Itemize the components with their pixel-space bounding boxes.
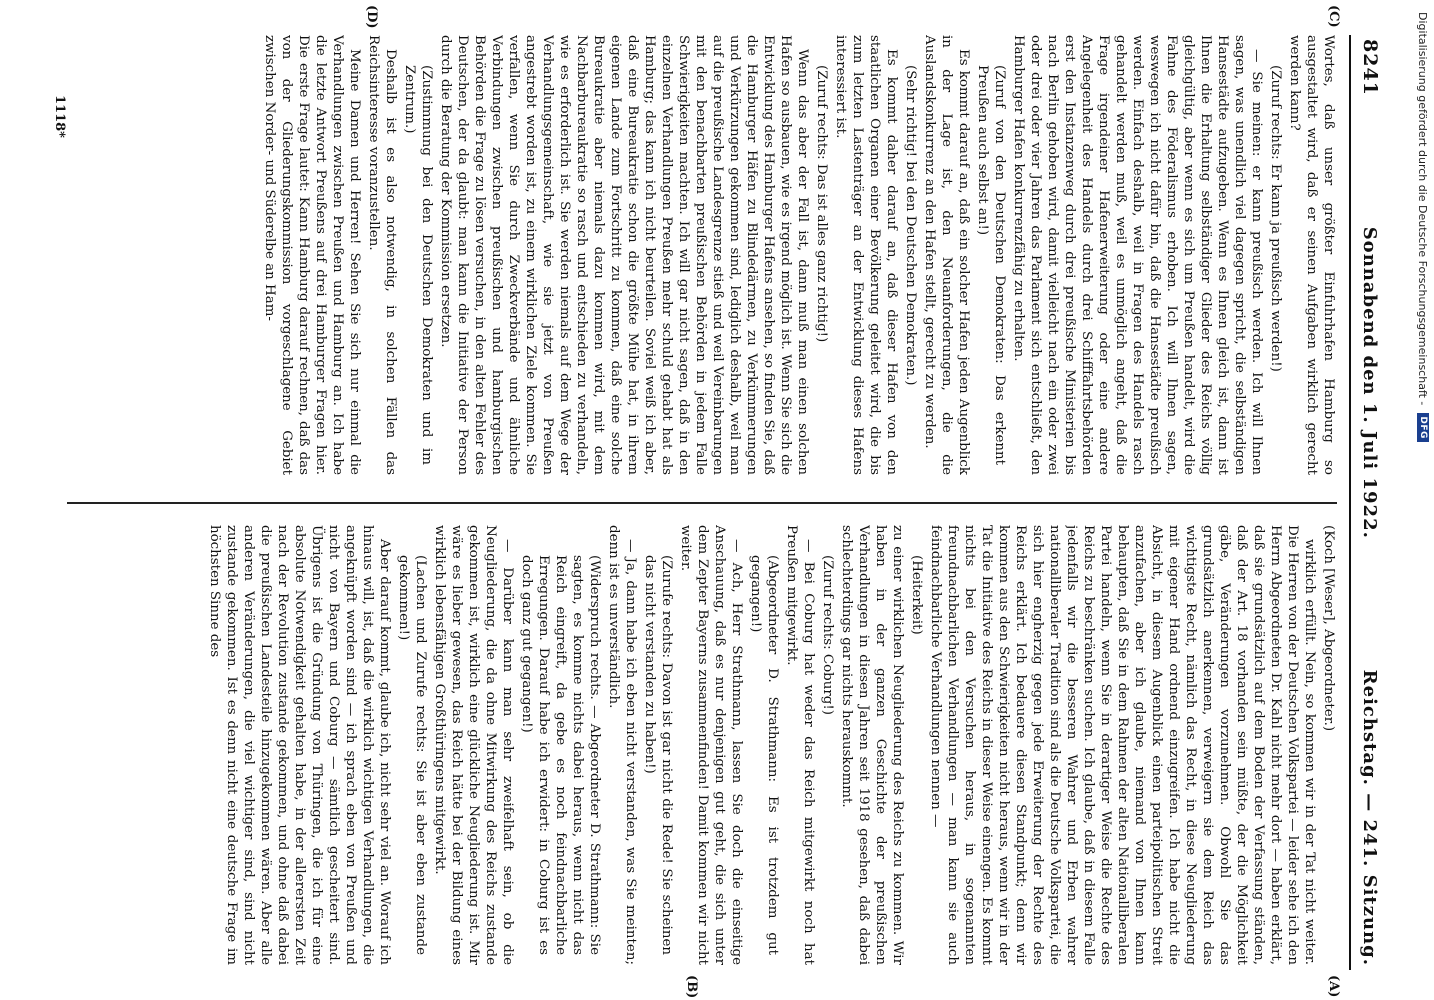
session-date: Sonnabend den 1. Juli 1922. — [1359, 226, 1381, 539]
marker-c: (C) — [1326, 5, 1341, 28]
marker-a: (A) — [1326, 975, 1341, 998]
paragraph: Deshalb ist es also notwendig, in solchen Fällen das Reichsinteresse voranzustellen. — [366, 35, 398, 475]
speaker-line: (Koch [Weser], Abgeordneter.) — [1321, 525, 1336, 732]
paragraph: Es kommt daher darauf an, daß dieser Hafen von den staatlichen Organen einer Bevölkerung geleitet wird, die bis zum letzten Lastenträger an der Entwicklung dieses Hafens interessiert ist. — [833, 35, 899, 475]
credit-text: Digitalisierung gefördert durch die Deutsche Forschungsgemeinschaft - — [1416, 12, 1430, 406]
interjection: (Zuruf rechts: Er kann ja preußisch werden!) — [1268, 65, 1283, 372]
signature-mark: 1118* — [52, 95, 67, 138]
marker-b: (B) — [684, 975, 699, 999]
session-title: Reichstag. — 241. Sitzung. — [1359, 669, 1381, 966]
page-header — [1349, 35, 1389, 970]
interjection: (Abgeordneter D. Strathmann: Es ist trotzdem gut gegangen!) — [748, 555, 780, 955]
marker-d: (D) — [364, 5, 379, 29]
paragraph: wirklich erfüllt. Nein, so kommen wir in der Tat nicht weiter. Die Herren von der Deutschen Volkspartei — leider sehe ich den Herrn Abgeordneten Dr. Kahl nicht mehr dort — haben erklärt, daß sie grundsätzlich auf dem Boden der Verfassung ständen, daß der Art. 18 vorhanden sein müßte, der die Möglichkeit gäbe, Veränderungen vorzunehmen. Obwohl Sie das grundsätzlich anerkennen, verweigern sie dem Reich das wichtigste Recht, nämlich das Recht, in diese Neugliederung mit eigener Hand ordnend einzugreifen. Ich habe nicht die Absicht, in diesem Augenblick einen parteipolitischen Streit anzufachen, aber ich glaube, niemand von Ihnen kann behaupten, daß Sie in dem Rahmen der alten Nationalliberalen Partei handeln, wenn Sie in derartiger Weise die Rechte des Reichs zu beschränken suchen. Ich glaube, daß in diesem Falle jedenfalls wir die besseren Wahrer und Erben wahrer nationalliberaler Tradition sind als die Deutsche Volkspartei, die sich hier engherzig gegen jede Erweiterung der Rechte des Reichs erklärt. Ich bedauere diesen Standpunkt; denn wir kommen aus den Schwierigkeiten nicht heraus, wenn wir in der Tat die Initiative des Reichs in dieser Weise einengen. Es kommt nichts bei den Versuchen heraus, in sogenannten freundnachbarlichen Verhandlungen — man kann sie auch feindnachbarliche Verhandlungen nennen — — [928, 525, 1317, 965]
interjection: (Heiterkeit) — [909, 555, 924, 635]
text-column-left — [47, 35, 1337, 475]
paragraph: — Sie meinen: er kann preußisch werden. Ich will Ihnen sagen, was unendlich viel dagegen spricht, die selbständigen Hansestädte aufzugeben. Wenn es Ihnen gleich ist, dann ist Ihnen die Erhaltung selbständiger Glieder des Reichs völlig gleichgültig, aber wenn es sich um Preußen handelt, wird die Fahne des Föderalismus erhoben. Ich will Ihnen sagen, weswegen ich nicht dafür bin, daß die Hansestädte preußisch werden. Einfach deshalb, weil in Fragen des Handels rasch gehandelt werden muß, weil es unmöglich angeht, daß die Frage irgendeiner Hafenerweiterung oder eine andere Angelegenheit des Handels durch drei Schifffahrtsbehörden erst den Instanzenweg durch drei preußische Ministerien bis nach Berlin gehoben wird, damit vielleicht nach ein oder zwei oder drei oder vier Jahren das Parlament sich entschließt, den Hamburger Hafen konkurrenzfähig zu erhalten. — [1011, 35, 1264, 475]
paragraph: Es kommt darauf an, daß ein solcher Hafen jeden Augenblick in der Lage ist, den Neuanforderungen, die die Auslandskonkurrenz an den Hafen stellt, gerecht zu werden. — [922, 35, 971, 475]
paragraph: zu einer wirklichen Neugliederung des Reichs zu kommen. Wir haben in der ganzen Geschichte der preußischen Verhandlungen in diesen Jahren seit 1918 gesehen, daß dabei schlechterdings gar nichts herauskommt. — [839, 525, 905, 965]
digitization-credit — [1412, 0, 1434, 1000]
text-column-right — [47, 525, 1337, 965]
interjection: (Sehr richtig! bei den Deutschen Demokraten.) — [903, 65, 918, 386]
interjection: (Lachen und Zurufe rechts: Sie ist aber eben zustande gekommen!) — [396, 555, 428, 955]
paragraph: — Ja, dann habe ich eben nicht verstanden, was Sie meinten; denn ist es unverständlich. — [606, 525, 638, 965]
paragraph: Meine Damen und Herren! Sehen Sie sich nur einmal die Verhandlungen zwischen Preußen und Hamburg an. Ich habe die letzte Antwort Preußens auf drei Hamburger Fragen hier. Die erste Frage lautet: Kann Hamburg darauf rechnen, daß das von der Gliederungskommission vorgeschlagene Gebiet zwischen Norder- und Süderelbe an Ham- — [262, 35, 362, 475]
paragraph: — Bei Coburg hat weder das Reich mitgewirkt noch hat Preußen mitgewirkt. — [784, 525, 816, 965]
column-divider — [67, 502, 1337, 504]
paragraph: Wortes, daß unser größter Einfuhrhafen Hamburg so ausgestaltet wird, daß er seinen Aufgaben wirklich gerecht werden kann? — [1287, 35, 1336, 475]
page-number: 8241 — [1359, 39, 1381, 96]
paragraph: Aber darauf kommt, glaube ich, nicht sehr viel an. Worauf ich hinaus will, ist, daß die wirklich wichtigen Verhandlungen, die angeknüpft worden sind — ich sprach eben von Preußen und nicht von Bayern und Coburg — sämtlich gescheitert sind. Übrigens ist die Gründung von Thüringen, die ich für eine absolute Notwendigkeit gehalten habe, in der allerersten Zeit nach der Revolution zustande gekommen, und ohne daß dabei die preußischen Landesteile hinzugekommen wären. Aber alle anderen Veränderungen, die viel wichtiger sind, sind nicht zustande gekommen. Ist es denn nicht eine deutsche Frage im höchsten Sinne des — [207, 525, 392, 965]
paragraph: Wenn das aber der Fall ist, dann muß man einen solchen Hafen so ausbauen, wie es irgend möglich ist. Wenn Sie sich die Entwicklung des Hamburger Hafens ansehen, so finden Sie, daß die Hamburger Häfen zu Blindedärmen, zu Verkümmerungen und Verkürzungen gekommen sind, lediglich deshalb, weil man auf die preußische Landesgrenze stieß und weil Vereinbarungen mit den benachbarten preußischen Behörden in jedem Falle Schwierigkeiten machten. Ich will gar nicht sagen, daß in den einzelnen Verhandlungen Preußen mehr schuld gehabt hat als Hamburg; das kann ich nicht beurteilen. Soviel weiß ich aber, daß eine Bureaukratie schon die größte Mühe hat, in ihrem eigenen Lande zum Fortschritt zu kommen, daß eine solche Bureaukratie aber niemals dazu kommen wird, mit dem Nachbarbureaukratie so rasch und entschieden zu verhandeln, wie es erforderlich ist. Sie werden niemals auf dem Wege der Verhandlungsgemeinschaft, wie sie jetzt von Preußen angestrebt worden ist, zu einem wirklichen Ziele kommen. Sie verfallen, wenn Sie durch Zweckverbände und ähnliche Verbindungen zwischen preußischen und hamburgischen Behörden die Frage zu lösen versuchen, in den alten Fehler des Deutschen, der da glaubt: man kann die Initiative der Person durch die Beratung der Kommission ersetzen. — [438, 35, 810, 475]
page-sheet — [29, 5, 1389, 999]
interjection: (Zuruf rechts: Coburg!) — [820, 555, 835, 715]
paragraph: — Darüber kann man sehr zweifelhaft sein, ob die Neugliederung, die da ohne Mitwirkung des Reichs zustande gekommen ist, wirklich eine glückliche Neugliederung ist. Mir wäre es lieber gewesen, das Reich hätte bei der Bildung eines wirklich lebensfähigen Großthüringens mitgewirkt. — [432, 525, 515, 965]
interjection: (Zurufe rechts: Davon ist gar nicht die Rede! Sie scheinen das nicht verstanden zu haben!) — [642, 555, 674, 955]
interjection: (Widerspruch rechts. — Abgeordneter D. Strathmann: Sie sagten, es komme nichts dabei heraus, wenn nicht das Reich eingreift, da gebe es noch feindnachbarliche Erregungen. Darauf habe ich erwidert: in Coburg ist es doch ganz gut gegangen!) — [519, 555, 602, 955]
interjection: (Zuruf von den Deutschen Demokraten: Das erkennt Preußen auch selbst an!) — [975, 65, 1007, 465]
interjection: (Zuruf rechts: Das ist alles ganz richtig!) — [814, 65, 829, 343]
dfg-logo: DFG — [1417, 413, 1429, 442]
paragraph: — Ach, Herr Strathmann, lassen Sie doch die einseitige Anschauung, daß es nur denjenigen gut geht, die sich unter dem Zepter Bayerns zusammenfinden! Damit kommen wir nicht weiter. — [678, 525, 744, 965]
interjection: (Zustimmung bei den Deutschen Demokraten und im Zentrum.) — [402, 65, 434, 465]
